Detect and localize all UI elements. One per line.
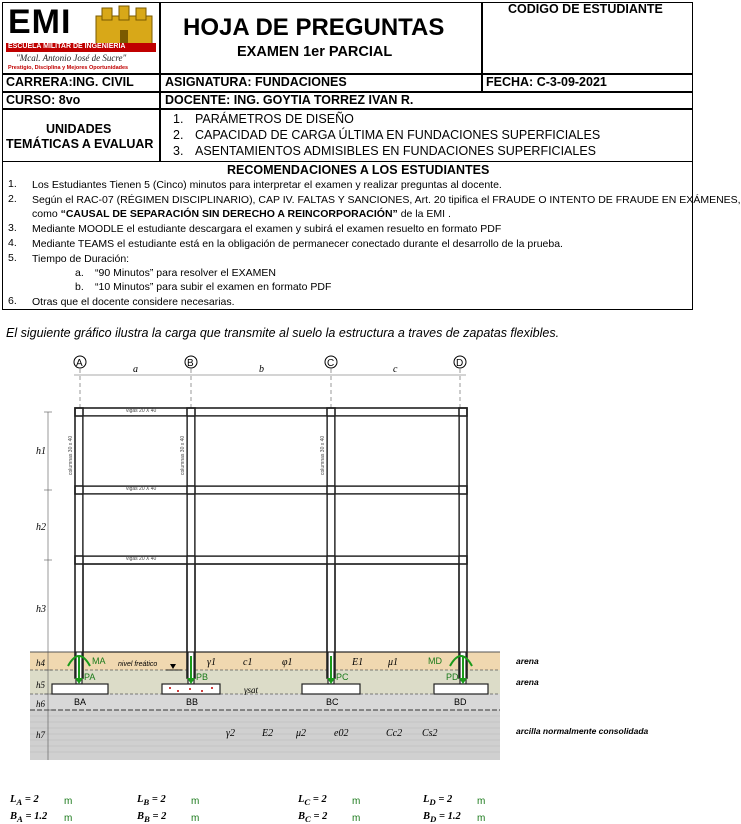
rec-item: Otras que el docente considere necesarias. <box>32 296 235 308</box>
question-intro: El siguiente gráfico ilustra la carga que transmite al suelo la estructura a traves de zapatas flexibles. <box>6 326 560 340</box>
footing-length: $L_A = 2$ <box>10 794 39 808</box>
column-label: columnas 30 x 40 <box>180 435 186 475</box>
rec-number: 6. <box>8 295 17 307</box>
rec-item: Mediante TEAMS el estudiante está en la obligación de permanecer conectado durante el desarrollo de la prueba. <box>32 238 563 250</box>
axis-label: C <box>327 358 335 369</box>
load-label: PB <box>196 672 209 682</box>
soil-param: γ1 <box>207 657 216 668</box>
logo-signature: "Mcal. Antonio José de Sucre" <box>16 53 127 63</box>
footing-width: $B_D = 1.2$ <box>423 811 461 824</box>
topic-item: CAPACIDAD DE CARGA ÚLTIMA EN FUNDACIONES SUPERFICIALES <box>195 128 601 142</box>
footing-width: $B_C = 2$ <box>298 811 328 824</box>
unit-label: m <box>352 796 361 807</box>
rec-number: 4. <box>8 237 17 249</box>
rec-subitem: “90 Minutos” para resolver el EXAMEN <box>95 267 276 279</box>
castle-icon <box>94 6 154 44</box>
header-divider <box>2 108 693 110</box>
logo-name: ESCUELA MILITAR DE INGENIERIA <box>8 43 126 50</box>
height-label: h7 <box>36 730 45 740</box>
rec-item: Según el RAC-07 (RÉGIMEN DISCIPLINARIO), CAP IV. FALTAS Y SANCIONES, Art. 20 tipifica el FRAUDE O INTENTO DE FRAUDE EN EXÁMENES, <box>32 194 741 206</box>
unit-label: m <box>64 813 73 824</box>
load-label: PD <box>446 672 459 682</box>
soil-param: Cs2 <box>422 728 438 739</box>
exam-subtitle: EXAMEN 1er PARCIAL <box>237 44 393 60</box>
topic-number: 3. <box>173 144 184 158</box>
axis-label: A <box>76 358 83 369</box>
water-table-label: nivel freático <box>118 661 158 668</box>
soil-param: μ2 <box>296 728 307 739</box>
course-cell: CURSO: 8vo <box>6 93 81 107</box>
units-label: TEMÁTICAS A EVALUAR <box>6 137 154 151</box>
beam-label: vigas 20 X 40 <box>126 408 157 414</box>
height-label: h4 <box>36 658 45 668</box>
soil-param: γ2 <box>226 728 235 739</box>
height-label: h5 <box>36 680 45 690</box>
unit-label: m <box>191 813 200 824</box>
footing-width: $B_A = 1.2$ <box>10 811 48 824</box>
height-label: h1 <box>36 446 46 457</box>
rec-item: como “CAUSAL DE SEPARACIÓN SIN DERECHO A REINCORPORACIÓN” de la EMI . <box>32 208 451 220</box>
height-label: h2 <box>36 522 46 533</box>
career-cell: CARRERA:ING. CIVIL <box>6 75 134 89</box>
beam-label: vigas 20 X 40 <box>126 556 157 562</box>
soil-layer-sand-sat <box>30 694 500 710</box>
rec-item: Tiempo de Duración: <box>32 253 130 265</box>
width-label: BB <box>186 697 199 707</box>
topic-item: PARÁMETROS DE DISEÑO <box>195 112 354 126</box>
logo-acronym: EMI <box>8 3 72 41</box>
topic-number: 1. <box>173 112 184 126</box>
width-label: BC <box>326 697 339 707</box>
column-label: columnas 30 x 40 <box>320 435 326 475</box>
width-label: BD <box>454 697 467 707</box>
unit-label: m <box>64 796 73 807</box>
rec-subitem: “10 Minutos” para subir el examen en formato PDF <box>95 281 332 293</box>
height-label: h6 <box>36 699 45 709</box>
header-divider <box>159 2 161 162</box>
rec-number: 5. <box>8 252 17 264</box>
subject-cell: ASIGNATURA: FUNDACIONES <box>165 75 347 89</box>
soil-param: γsat <box>244 685 259 695</box>
student-code-label: CODIGO DE ESTUDIANTE <box>508 2 663 16</box>
span-label: b <box>259 364 264 375</box>
beam-label: vigas 20 X 40 <box>126 486 157 492</box>
moment-label: MD <box>428 656 442 666</box>
soil-param: μ1 <box>388 657 399 668</box>
teacher-cell: DOCENTE: ING. GOYTIA TORREZ IVAN R. <box>165 93 414 107</box>
date-cell: FECHA: C-3-09-2021 <box>486 75 607 89</box>
soil-param: c1 <box>243 657 253 668</box>
soil-param: e02 <box>334 728 349 739</box>
rec-subnumber: b. <box>75 281 84 293</box>
logo-motto: Prestigio, Disciplina y Mejores Oportunidades <box>8 65 129 71</box>
structure-soil-figure <box>0 350 695 770</box>
unit-label: m <box>191 796 200 807</box>
rec-number: 3. <box>8 222 17 234</box>
rec-number: 2. <box>8 193 17 205</box>
moment-label: MA <box>92 656 106 666</box>
unit-label: m <box>477 813 486 824</box>
soil-param: Cc2 <box>386 728 403 739</box>
width-label: BA <box>74 697 87 707</box>
soil-param: φ1 <box>282 657 293 668</box>
axis-label: D <box>456 358 464 369</box>
rec-number: 1. <box>8 178 17 190</box>
soil-param: E1 <box>352 657 364 668</box>
height-label: h3 <box>36 604 46 615</box>
units-label: UNIDADES <box>46 122 112 136</box>
load-label: PA <box>84 672 96 682</box>
header-divider <box>481 2 483 91</box>
soil-type-label: arena <box>516 677 539 687</box>
emi-logo <box>6 5 156 71</box>
load-label: PC <box>336 672 349 682</box>
topic-item: ASENTAMIENTOS ADMISIBLES EN FUNDACIONES SUPERFICIALES <box>195 144 597 158</box>
footing-length: $L_D = 2$ <box>423 794 453 808</box>
span-label: a <box>133 364 138 375</box>
footing-length: $L_B = 2$ <box>137 794 166 808</box>
soil-param: E2 <box>262 728 274 739</box>
soil-type-label: arcilla normalmente consolidada <box>516 726 649 736</box>
soil-type-label: arena <box>516 656 539 666</box>
column-label: columnas 30 x 40 <box>68 435 74 475</box>
axis-label: B <box>187 358 194 369</box>
recommendations-title: RECOMENDACIONES A LOS ESTUDIANTES <box>227 163 490 177</box>
page-title: HOJA DE PREGUNTAS <box>183 14 445 41</box>
rec-item: Mediante MOODLE el estudiante descargara el examen y subirá el examen resuelto en formato PDF <box>32 223 502 235</box>
footing-length: $L_C = 2$ <box>298 794 327 808</box>
topic-number: 2. <box>173 128 184 142</box>
rec-item: Los Estudiantes Tienen 5 (Cinco) minutos para interpretar el examen y realizar preguntas al docente. <box>32 179 502 191</box>
rec-subnumber: a. <box>75 267 84 279</box>
unit-label: m <box>477 796 486 807</box>
unit-label: m <box>352 813 361 824</box>
span-label: c <box>393 364 398 375</box>
footing-width: $B_B = 2$ <box>137 811 167 824</box>
